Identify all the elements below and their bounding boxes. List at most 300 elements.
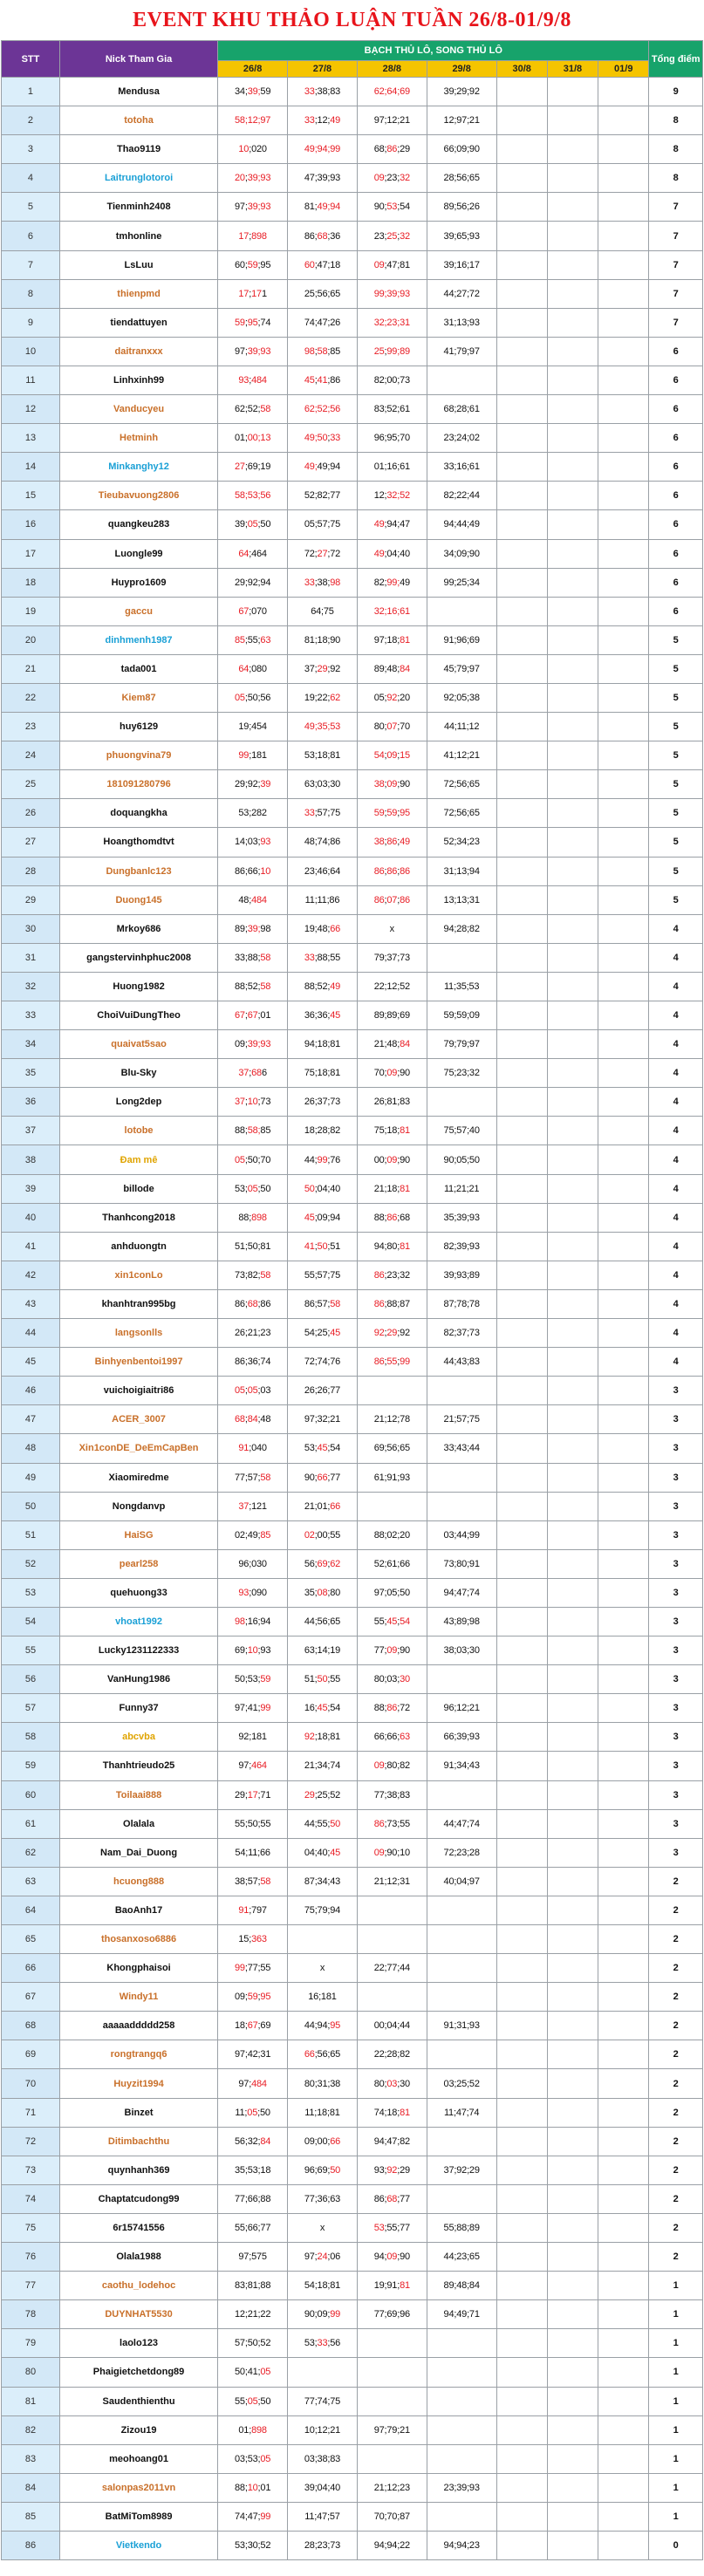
row-day-cell: 38;86;49 bbox=[357, 828, 427, 857]
row-day-cell: 72;56;65 bbox=[427, 770, 496, 799]
row-total: 7 bbox=[649, 308, 703, 337]
row-day-cell: 54;09;15 bbox=[357, 741, 427, 770]
header-day: 30/8 bbox=[496, 61, 547, 78]
row-stt: 53 bbox=[2, 1578, 60, 1607]
row-nick: salonpas2011vn bbox=[59, 2473, 217, 2502]
hit-number: 98 bbox=[235, 1616, 245, 1628]
row-day-cell: 90;66;77 bbox=[288, 1463, 358, 1492]
row-day-cell bbox=[496, 1983, 547, 2012]
row-day-cell: 77;57;58 bbox=[218, 1463, 288, 1492]
row-day-cell: 90;09;99 bbox=[288, 2300, 358, 2329]
hit-number: 45 bbox=[330, 1010, 341, 1022]
row-nick: ChoiVuiDungTheo bbox=[59, 1001, 217, 1030]
row-day-cell: 97;32;21 bbox=[288, 1405, 358, 1434]
row-day-cell: 37;686 bbox=[218, 1059, 288, 1088]
row-day-cell: 21;18;81 bbox=[357, 1174, 427, 1203]
row-day-cell bbox=[496, 1838, 547, 1867]
row-nick: 181091280796 bbox=[59, 770, 217, 799]
table-row bbox=[2, 1780, 703, 1809]
row-day-cell: 83;81;88 bbox=[218, 2272, 288, 2300]
row-day-cell: 86;07;86 bbox=[357, 885, 427, 914]
hit-number: 39 bbox=[260, 779, 271, 790]
row-stt: 63 bbox=[2, 1867, 60, 1896]
row-day-cell: 48;484 bbox=[218, 885, 288, 914]
table-row bbox=[2, 1838, 703, 1867]
hit-number: 86 bbox=[386, 865, 398, 877]
row-day-cell: 23;25;32 bbox=[357, 222, 427, 250]
row-day-cell: 44;43;83 bbox=[427, 1348, 496, 1377]
row-day-cell bbox=[496, 1809, 547, 1838]
row-day-cell bbox=[496, 2531, 547, 2559]
row-day-cell: 73;80;91 bbox=[427, 1549, 496, 1578]
hit-number: 99 bbox=[386, 577, 398, 588]
row-day-cell: 50;04;40 bbox=[288, 1174, 358, 1203]
row-stt: 59 bbox=[2, 1752, 60, 1780]
hit-number: 45 bbox=[317, 1703, 328, 1714]
hit-number: 99 bbox=[400, 1356, 410, 1368]
row-day-cell bbox=[496, 2387, 547, 2415]
table-row bbox=[2, 2531, 703, 2559]
row-day-cell bbox=[598, 482, 649, 510]
row-day-cell: 82;99;49 bbox=[357, 568, 427, 597]
table-row bbox=[2, 1405, 703, 1434]
row-stt: 33 bbox=[2, 1001, 60, 1030]
hit-number: 58 bbox=[260, 1472, 271, 1483]
row-day-cell bbox=[547, 1319, 598, 1348]
hit-number: 59 bbox=[247, 1992, 258, 2003]
row-day-cell: 63;03;30 bbox=[288, 770, 358, 799]
row-day-cell bbox=[427, 2387, 496, 2415]
hit-number: 898 bbox=[251, 2424, 267, 2436]
row-stt: 5 bbox=[2, 193, 60, 222]
row-nick: Olala1988 bbox=[59, 2243, 217, 2272]
hit-number: 95 bbox=[260, 1992, 271, 2003]
row-day-cell bbox=[496, 1867, 547, 1896]
row-day-cell: 56;69;62 bbox=[288, 1549, 358, 1578]
row-day-cell bbox=[598, 1377, 649, 1405]
row-day-cell: 39;29;92 bbox=[427, 78, 496, 106]
hit-number: 86 bbox=[373, 894, 385, 905]
row-day-cell bbox=[598, 885, 649, 914]
row-stt: 85 bbox=[2, 2502, 60, 2531]
row-day-cell: 53;33;56 bbox=[288, 2329, 358, 2358]
row-day-cell: 72;74;76 bbox=[288, 1348, 358, 1377]
hit-number: 59 bbox=[247, 259, 258, 270]
table-row bbox=[2, 972, 703, 1001]
row-day-cell: 21;12;78 bbox=[357, 1405, 427, 1434]
hit-number: 05 bbox=[247, 519, 258, 530]
row-total: 5 bbox=[649, 799, 703, 828]
row-day-cell bbox=[496, 222, 547, 250]
hit-number: ; bbox=[257, 1125, 261, 1137]
hit-number: 10 bbox=[247, 1097, 258, 1108]
row-total: 5 bbox=[649, 625, 703, 654]
row-day-cell bbox=[496, 2473, 547, 2502]
row-stt: 78 bbox=[2, 2300, 60, 2329]
hit-number: 99 bbox=[235, 1963, 245, 1974]
row-nick: Hoangthomdtvt bbox=[59, 828, 217, 857]
row-day-cell: 33;88;55 bbox=[288, 943, 358, 972]
row-stt: 70 bbox=[2, 2069, 60, 2098]
row-day-cell: 44;56;65 bbox=[288, 1607, 358, 1636]
row-day-cell: 77;38;83 bbox=[357, 1780, 427, 1809]
row-total: 6 bbox=[649, 366, 703, 394]
table-row bbox=[2, 799, 703, 828]
row-day-cell bbox=[427, 597, 496, 625]
row-day-cell bbox=[496, 1377, 547, 1405]
row-day-cell bbox=[427, 2329, 496, 2358]
row-total: 5 bbox=[649, 713, 703, 741]
hit-number: 17 bbox=[238, 230, 249, 242]
row-day-cell: 17;898 bbox=[218, 222, 288, 250]
row-day-cell: 96;12;21 bbox=[427, 1694, 496, 1723]
hit-number: 05 bbox=[235, 693, 245, 704]
row-day-cell bbox=[598, 2040, 649, 2069]
row-day-cell: 93;484 bbox=[218, 366, 288, 394]
row-stt: 25 bbox=[2, 770, 60, 799]
row-total: 5 bbox=[649, 770, 703, 799]
row-day-cell: 86;68;36 bbox=[288, 222, 358, 250]
row-total: 5 bbox=[649, 828, 703, 857]
row-day-cell: 49;04;40 bbox=[357, 539, 427, 568]
row-nick: Blu-Sky bbox=[59, 1059, 217, 1088]
hit-number: 81 bbox=[400, 2107, 410, 2118]
row-nick: phuongvina79 bbox=[59, 741, 217, 770]
row-stt: 55 bbox=[2, 1636, 60, 1665]
row-day-cell: 00;09;90 bbox=[357, 1145, 427, 1174]
row-day-cell: 29;25;52 bbox=[288, 1780, 358, 1809]
row-day-cell: 83;52;61 bbox=[357, 395, 427, 424]
row-stt: 24 bbox=[2, 741, 60, 770]
row-nick: Phaigietchetdong89 bbox=[59, 2358, 217, 2387]
hit-number: 86 bbox=[386, 837, 398, 848]
hit-number: 363 bbox=[251, 1934, 267, 1945]
row-stt: 18 bbox=[2, 568, 60, 597]
row-stt: 76 bbox=[2, 2243, 60, 2272]
hit-number: 49 bbox=[304, 461, 315, 473]
table-row bbox=[2, 1203, 703, 1232]
row-stt: 50 bbox=[2, 1492, 60, 1520]
row-stt: 71 bbox=[2, 2098, 60, 2127]
row-day-cell: 82;00;73 bbox=[357, 366, 427, 394]
row-nick: 6r15741556 bbox=[59, 2213, 217, 2242]
row-day-cell bbox=[598, 453, 649, 482]
row-day-cell: 48;74;86 bbox=[288, 828, 358, 857]
row-day-cell bbox=[598, 1896, 649, 1924]
row-day-cell: 29;92;94 bbox=[218, 568, 288, 597]
row-day-cell bbox=[547, 2184, 598, 2213]
row-day-cell bbox=[496, 2069, 547, 2098]
hit-number: 62 bbox=[330, 693, 341, 704]
row-day-cell bbox=[496, 1636, 547, 1665]
row-day-cell: 35;39;93 bbox=[427, 1203, 496, 1232]
row-nick: Thanhtrieudo25 bbox=[59, 1752, 217, 1780]
row-day-cell bbox=[598, 914, 649, 943]
row-nick: Laitrunglotoroi bbox=[59, 164, 217, 193]
row-day-cell bbox=[598, 1203, 649, 1232]
row-stt: 57 bbox=[2, 1694, 60, 1723]
row-day-cell bbox=[598, 2387, 649, 2415]
row-day-cell: 86;88;87 bbox=[357, 1289, 427, 1318]
row-day-cell bbox=[496, 799, 547, 828]
hit-number: 49 bbox=[400, 837, 410, 848]
row-day-cell bbox=[547, 713, 598, 741]
row-day-cell bbox=[598, 1838, 649, 1867]
row-day-cell: 34;39;59 bbox=[218, 78, 288, 106]
row-day-cell: 44;94;95 bbox=[288, 2012, 358, 2040]
row-total: 1 bbox=[649, 2415, 703, 2444]
row-day-cell bbox=[547, 106, 598, 135]
row-day-cell: 01;898 bbox=[218, 2415, 288, 2444]
row-stt: 34 bbox=[2, 1030, 60, 1059]
table-row bbox=[2, 1088, 703, 1117]
row-stt: 22 bbox=[2, 683, 60, 712]
row-total: 2 bbox=[649, 2127, 703, 2156]
table-row bbox=[2, 1520, 703, 1549]
row-day-cell: 72;27;72 bbox=[288, 539, 358, 568]
row-nick: lotobe bbox=[59, 1117, 217, 1145]
row-day-cell: 37;29;92 bbox=[288, 654, 358, 683]
row-day-cell bbox=[357, 2444, 427, 2473]
row-day-cell bbox=[547, 482, 598, 510]
row-day-cell: 50;53;59 bbox=[218, 1665, 288, 1694]
row-day-cell bbox=[547, 1117, 598, 1145]
row-day-cell bbox=[496, 1780, 547, 1809]
table-row bbox=[2, 1954, 703, 1983]
row-day-cell bbox=[598, 164, 649, 193]
row-day-cell bbox=[547, 972, 598, 1001]
hit-number: 58 bbox=[260, 1876, 271, 1887]
hit-number: ;94 bbox=[327, 202, 341, 213]
row-day-cell: 85;55;63 bbox=[218, 625, 288, 654]
hit-number: 59 bbox=[260, 1674, 271, 1685]
hit-number: ;52 bbox=[397, 490, 410, 502]
row-day-cell bbox=[496, 2012, 547, 2040]
row-total: 2 bbox=[649, 2069, 703, 2098]
hit-number: ;50 bbox=[314, 433, 328, 444]
table-row bbox=[2, 2473, 703, 2502]
row-day-cell: 68;86;29 bbox=[357, 135, 427, 164]
table-row bbox=[2, 1319, 703, 1348]
hit-number: ; bbox=[257, 923, 261, 934]
table-body bbox=[2, 78, 703, 2560]
hit-number: 05 bbox=[260, 2453, 271, 2464]
row-day-cell: 67;67;01 bbox=[218, 1001, 288, 1030]
row-total: 2 bbox=[649, 2012, 703, 2040]
header-day: 01/9 bbox=[598, 61, 649, 78]
hit-number: 68 bbox=[386, 2193, 398, 2204]
row-day-cell: 87;78;78 bbox=[427, 1289, 496, 1318]
table-row bbox=[2, 453, 703, 482]
hit-number: 49 bbox=[330, 981, 341, 992]
hit-number: 66 bbox=[330, 2135, 341, 2147]
row-total: 4 bbox=[649, 1348, 703, 1377]
hit-number: 09 bbox=[373, 1760, 385, 1772]
row-total: 1 bbox=[649, 2444, 703, 2473]
row-day-cell bbox=[598, 1145, 649, 1174]
row-day-cell bbox=[547, 2156, 598, 2184]
row-stt: 56 bbox=[2, 1665, 60, 1694]
row-stt: 51 bbox=[2, 1520, 60, 1549]
row-nick: Thao9119 bbox=[59, 135, 217, 164]
row-day-cell bbox=[496, 625, 547, 654]
row-day-cell bbox=[496, 2040, 547, 2069]
row-day-cell bbox=[598, 1925, 649, 1954]
row-day-cell bbox=[357, 1925, 427, 1954]
table-row bbox=[2, 1261, 703, 1289]
row-total: 7 bbox=[649, 279, 703, 308]
row-day-cell: 18;67;69 bbox=[218, 2012, 288, 2040]
row-day-cell bbox=[547, 1145, 598, 1174]
table-row bbox=[2, 482, 703, 510]
row-day-cell: 86;66;10 bbox=[218, 857, 288, 885]
row-day-cell: 38;57;58 bbox=[218, 1867, 288, 1896]
row-day-cell bbox=[547, 1752, 598, 1780]
row-day-cell bbox=[547, 2243, 598, 2272]
hit-number: ; bbox=[397, 577, 400, 588]
hit-number: 39 bbox=[247, 202, 258, 213]
row-day-cell bbox=[496, 78, 547, 106]
row-total: 3 bbox=[649, 1405, 703, 1434]
row-nick: Huypro1609 bbox=[59, 568, 217, 597]
row-nick: doquangkha bbox=[59, 799, 217, 828]
row-day-cell: 33;16;61 bbox=[427, 453, 496, 482]
row-day-cell bbox=[496, 1694, 547, 1723]
row-day-cell bbox=[547, 2098, 598, 2127]
hit-number: 39 bbox=[247, 173, 258, 184]
hit-number: 53 bbox=[373, 2222, 385, 2233]
row-day-cell: 09;00;66 bbox=[288, 2127, 358, 2156]
row-day-cell: x bbox=[357, 914, 427, 943]
hit-number: 58 bbox=[235, 490, 245, 502]
row-nick: Olalala bbox=[59, 1809, 217, 1838]
hit-number: 24 bbox=[317, 2251, 328, 2263]
table-row bbox=[2, 279, 703, 308]
row-day-cell bbox=[496, 1405, 547, 1434]
table-row bbox=[2, 943, 703, 972]
row-day-cell: 49;49;94 bbox=[288, 453, 358, 482]
hit-number: ;23;31 bbox=[384, 317, 410, 328]
row-day-cell: 31;13;93 bbox=[427, 308, 496, 337]
table-row bbox=[2, 222, 703, 250]
hit-number: 93 bbox=[238, 1587, 249, 1598]
row-stt: 7 bbox=[2, 250, 60, 279]
table-row bbox=[2, 857, 703, 885]
hit-number: ;16;61 bbox=[384, 605, 410, 617]
hit-number: 05 bbox=[235, 1154, 245, 1165]
row-day-cell: 39;93;89 bbox=[427, 1261, 496, 1289]
row-total: 6 bbox=[649, 568, 703, 597]
row-day-cell: 74;47;99 bbox=[218, 2502, 288, 2531]
row-day-cell bbox=[496, 2300, 547, 2329]
hit-number: 69 bbox=[317, 1558, 328, 1569]
row-stt: 77 bbox=[2, 2272, 60, 2300]
row-total: 3 bbox=[649, 1549, 703, 1578]
row-nick: gangstervinhphuc2008 bbox=[59, 943, 217, 972]
row-total: 6 bbox=[649, 510, 703, 539]
row-day-cell: 52;34;23 bbox=[427, 828, 496, 857]
row-nick: Nam_Dai_Duong bbox=[59, 1838, 217, 1867]
row-day-cell bbox=[598, 713, 649, 741]
hit-number: 484 bbox=[251, 894, 267, 905]
row-day-cell: 97;484 bbox=[218, 2069, 288, 2098]
row-stt: 52 bbox=[2, 1549, 60, 1578]
row-nick: Luongle99 bbox=[59, 539, 217, 568]
row-day-cell: 66;56;65 bbox=[288, 2040, 358, 2069]
row-day-cell: 29;17;71 bbox=[218, 1780, 288, 1809]
row-day-cell bbox=[357, 2358, 427, 2387]
row-day-cell bbox=[496, 885, 547, 914]
row-total: 2 bbox=[649, 1954, 703, 1983]
row-total: 6 bbox=[649, 453, 703, 482]
row-day-cell bbox=[496, 106, 547, 135]
row-day-cell bbox=[598, 683, 649, 712]
hit-number: 32 bbox=[386, 490, 398, 502]
row-day-cell: 96;030 bbox=[218, 1549, 288, 1578]
row-day-cell: 05;50;56 bbox=[218, 683, 288, 712]
row-day-cell bbox=[547, 770, 598, 799]
hit-number: 85 bbox=[235, 634, 245, 646]
row-total: 8 bbox=[649, 164, 703, 193]
row-day-cell: 34;09;90 bbox=[427, 539, 496, 568]
row-day-cell bbox=[547, 1203, 598, 1232]
row-day-cell bbox=[547, 1983, 598, 2012]
row-day-cell bbox=[547, 2040, 598, 2069]
row-day-cell: 11;18;81 bbox=[288, 2098, 358, 2127]
table-row bbox=[2, 78, 703, 106]
row-day-cell bbox=[218, 482, 288, 510]
row-day-cell: 82;39;93 bbox=[427, 1232, 496, 1261]
row-total: 1 bbox=[649, 2502, 703, 2531]
row-day-cell: 35;53;18 bbox=[218, 2156, 288, 2184]
row-day-cell bbox=[427, 1954, 496, 1983]
row-day-cell: 89;48;84 bbox=[427, 2272, 496, 2300]
row-day-cell: 86;86;86 bbox=[357, 857, 427, 885]
row-day-cell: 94;47;74 bbox=[427, 1578, 496, 1607]
row-nick: Kiem87 bbox=[59, 683, 217, 712]
row-day-cell: 86;68;86 bbox=[218, 1289, 288, 1318]
row-nick: tada001 bbox=[59, 654, 217, 683]
row-day-cell bbox=[288, 1925, 358, 1954]
row-stt: 40 bbox=[2, 1203, 60, 1232]
row-total: 8 bbox=[649, 135, 703, 164]
table-row bbox=[2, 337, 703, 366]
row-day-cell: 93;92;29 bbox=[357, 2156, 427, 2184]
hit-number: 33 bbox=[304, 577, 315, 588]
row-day-cell: 33;38;98 bbox=[288, 568, 358, 597]
hit-number: 99 bbox=[260, 1703, 271, 1714]
row-day-cell bbox=[496, 510, 547, 539]
row-day-cell: 09;59;95 bbox=[218, 1983, 288, 2012]
row-nick: totoha bbox=[59, 106, 217, 135]
hit-number: 86 bbox=[386, 1212, 398, 1223]
row-stt: 20 bbox=[2, 625, 60, 654]
hit-number: 92 bbox=[373, 1328, 385, 1339]
hit-number: 02 bbox=[304, 1529, 315, 1541]
row-day-cell bbox=[598, 2415, 649, 2444]
row-day-cell bbox=[357, 1492, 427, 1520]
row-day-cell bbox=[496, 1752, 547, 1780]
row-day-cell: 55;88;89 bbox=[427, 2213, 496, 2242]
hit-number: 10 bbox=[247, 1645, 258, 1657]
table-row bbox=[2, 1867, 703, 1896]
row-day-cell: 82;22;44 bbox=[427, 482, 496, 510]
row-day-cell: 91;96;69 bbox=[427, 625, 496, 654]
row-day-cell: 96;95;70 bbox=[357, 424, 427, 453]
row-total: 2 bbox=[649, 1925, 703, 1954]
row-day-cell: 64;080 bbox=[218, 654, 288, 683]
row-stt: 19 bbox=[2, 597, 60, 625]
